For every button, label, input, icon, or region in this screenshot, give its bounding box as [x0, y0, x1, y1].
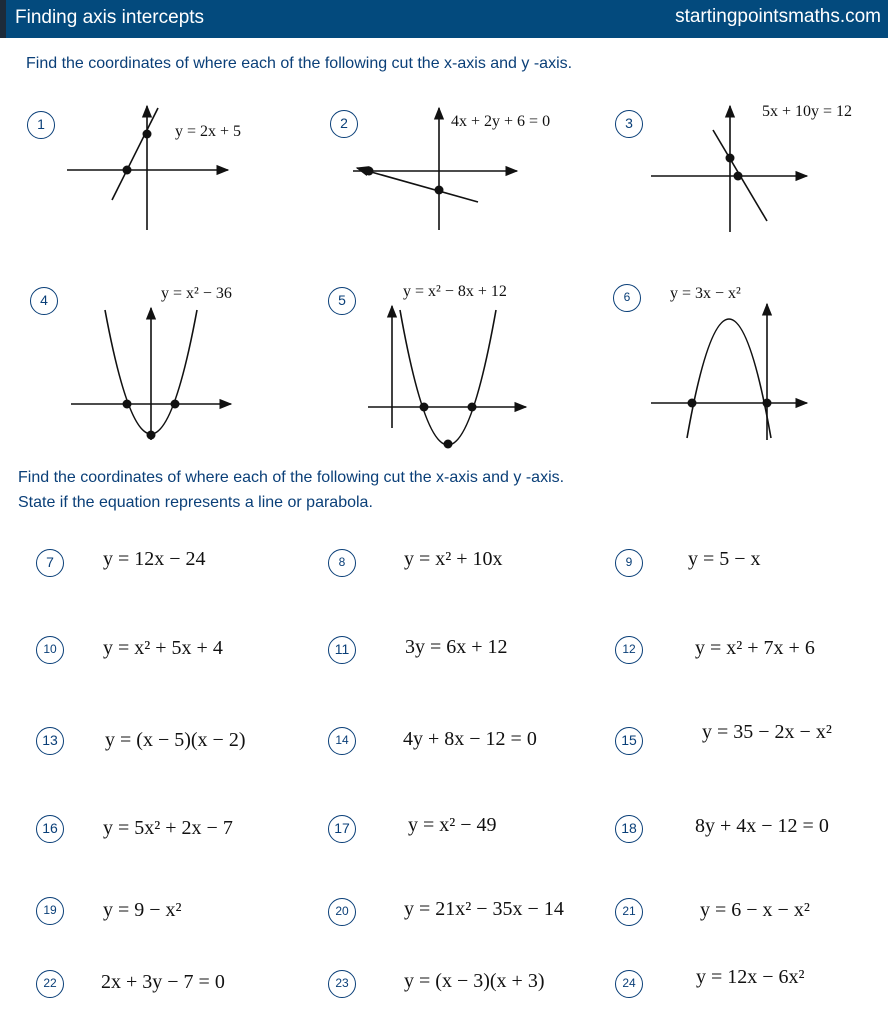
- x-intercept-point: [688, 399, 697, 408]
- question-equation: y = 5x² + 2x − 7: [103, 817, 233, 839]
- question-equation: y = 12x − 24: [103, 548, 206, 570]
- question-number: 12: [615, 636, 643, 664]
- question-equation: y = (x − 3)(x + 3): [404, 970, 545, 992]
- site-name: startingpointsmaths.com: [675, 6, 881, 27]
- section2-instruction-line2: State if the equation represents a line or parabola.: [18, 494, 373, 511]
- question-number: 23: [328, 970, 356, 998]
- graph-5-parabola: [360, 300, 540, 450]
- graph-line: [112, 108, 158, 200]
- parabola-curve: [400, 310, 496, 445]
- question-number: 22: [36, 970, 64, 998]
- question-equation: y = 5 − x: [688, 548, 761, 570]
- question-number: 24: [615, 970, 643, 998]
- question-equation: y = 6 − x − x²: [700, 899, 810, 921]
- graph-4-parabola: [65, 300, 245, 450]
- question-number: 8: [328, 549, 356, 577]
- x-intercept-point: [763, 399, 772, 408]
- question-number: 10: [36, 636, 64, 664]
- y-intercept-point: [435, 186, 444, 195]
- graph-equation: y = 3x − x²: [670, 285, 741, 302]
- graph-equation: 4x + 2y + 6 = 0: [451, 113, 551, 130]
- question-number: 9: [615, 549, 643, 577]
- section2-instruction-line1: Find the coordinates of where each of the following cut the x-axis and y -axis.: [18, 469, 565, 486]
- graph-equation: y = 2x + 5: [175, 123, 242, 140]
- graph-6-parabola: [645, 300, 825, 450]
- question-number: 16: [36, 815, 64, 843]
- x-intercept-point: [123, 400, 132, 409]
- question-equation: y = 12x − 6x²: [696, 966, 805, 988]
- question-number: 2: [330, 110, 358, 138]
- graph-3-line: [645, 100, 825, 240]
- y-intercept-point: [143, 130, 152, 139]
- question-number: 3: [615, 110, 643, 138]
- question-number: 5: [328, 287, 356, 315]
- graph-equation: y = x² − 8x + 12: [403, 283, 507, 300]
- question-equation: 4y + 8x − 12 = 0: [403, 728, 537, 750]
- vertex-point: [444, 440, 453, 449]
- question-equation: y = x² − 49: [408, 814, 497, 836]
- question-number: 13: [36, 727, 64, 755]
- question-number: 18: [615, 815, 643, 843]
- x-intercept-point: [365, 167, 374, 176]
- question-number: 21: [615, 898, 643, 926]
- x-intercept-point: [420, 403, 429, 412]
- question-number: 14: [328, 727, 356, 755]
- x-intercept-point: [123, 166, 132, 175]
- question-number: 4: [30, 287, 58, 315]
- question-number: 1: [27, 111, 55, 139]
- question-number: 7: [36, 549, 64, 577]
- x-intercept-point: [171, 400, 180, 409]
- graph-equation: 5x + 10y = 12: [762, 103, 853, 120]
- question-equation: 3y = 6x + 12: [405, 636, 508, 658]
- question-equation: y = 21x² − 35x − 14: [404, 898, 564, 920]
- question-equation: y = x² + 7x + 6: [695, 637, 815, 659]
- parabola-curve: [687, 319, 771, 438]
- question-equation: 2x + 3y − 7 = 0: [101, 971, 225, 993]
- x-intercept-point: [734, 172, 743, 181]
- question-equation: y = 9 − x²: [103, 899, 182, 921]
- y-intercept-point: [726, 154, 735, 163]
- y-intercept-point: [147, 431, 156, 440]
- section1-instruction: Find the coordinates of where each of the following cut the x-axis and y -axis.: [26, 55, 573, 72]
- question-equation: y = x² + 5x + 4: [103, 637, 223, 659]
- question-number: 20: [328, 898, 356, 926]
- worksheet-title: Finding axis intercepts: [15, 7, 205, 28]
- question-number: 15: [615, 727, 643, 755]
- graph-1-line: [60, 100, 240, 240]
- x-intercept-point: [468, 403, 477, 412]
- title-bar: [0, 0, 888, 38]
- graph-equation: y = x² − 36: [161, 285, 232, 302]
- graph-2-line: [345, 100, 545, 240]
- question-equation: y = 35 − 2x − x²: [702, 721, 832, 743]
- question-number: 11: [328, 636, 356, 664]
- question-number: 17: [328, 815, 356, 843]
- question-equation: y = x² + 10x: [404, 548, 503, 570]
- question-number: 6: [613, 284, 641, 312]
- question-equation: 8y + 4x − 12 = 0: [695, 815, 829, 837]
- question-number: 19: [36, 897, 64, 925]
- graph-line: [357, 168, 478, 202]
- question-equation: y = (x − 5)(x − 2): [105, 729, 246, 751]
